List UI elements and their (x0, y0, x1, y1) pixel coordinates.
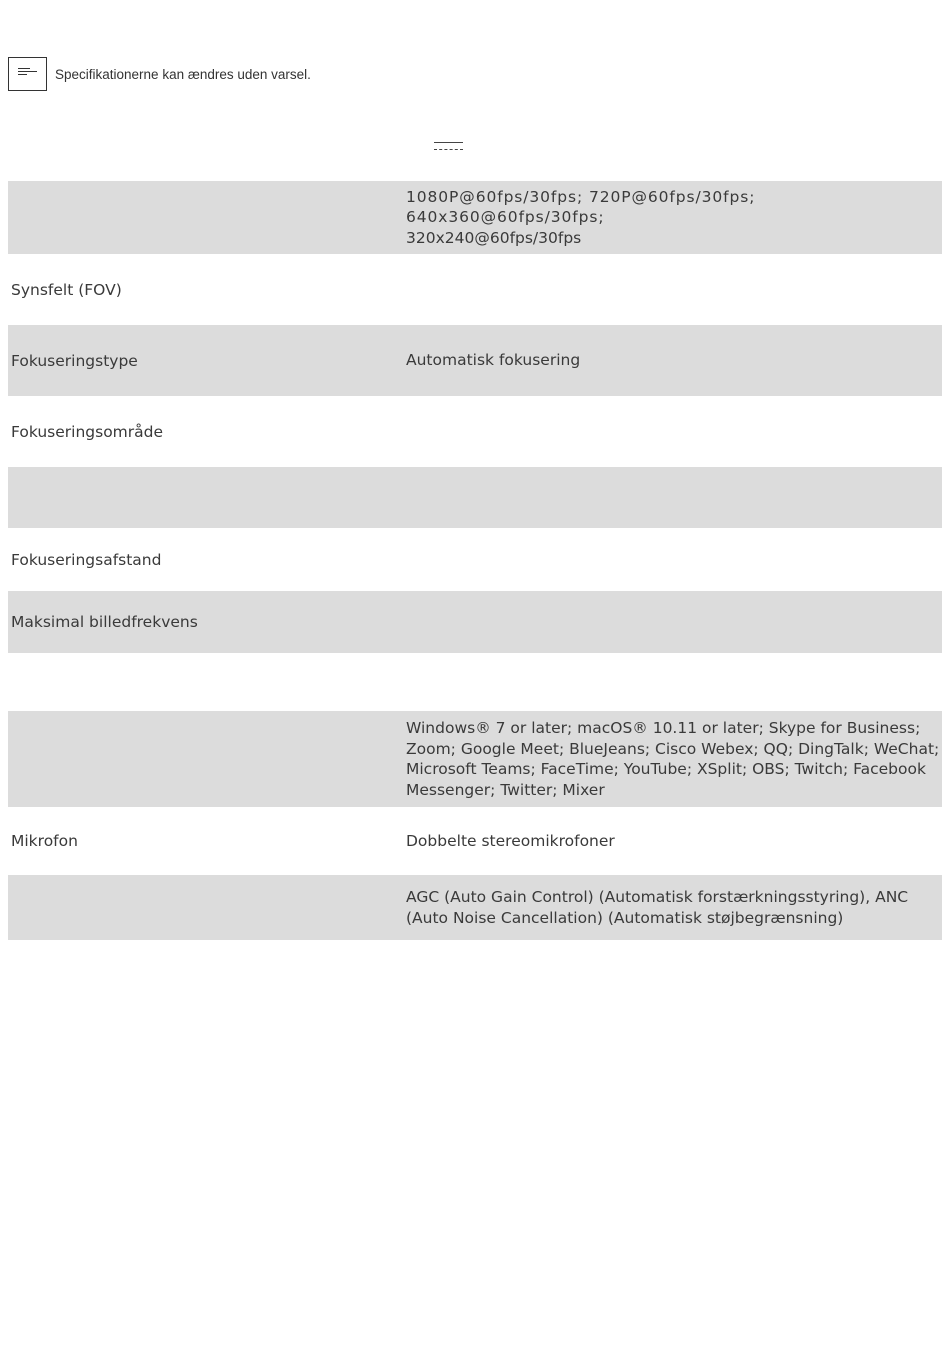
note-icon (8, 57, 47, 91)
spec-row-focus-type (8, 325, 942, 396)
spec-row-max-framerate (8, 591, 942, 653)
spec-row-resolution (8, 181, 942, 254)
spec-row-fov (8, 254, 942, 325)
spec-label: Fokuseringsafstand (11, 550, 162, 569)
spec-value: 1080P@60fps/30fps; 720P@60fps/30fps; 640x360@60fps/30fps; 320x240@60fps/30fps (406, 187, 756, 247)
spec-change-note (8, 56, 311, 92)
spec-value: AGC (Auto Gain Control) (Automatisk forstærkningsstyring), ANC (Auto Noise Cancellation) (Automatisk støjbegrænsning) (406, 888, 909, 927)
spec-label: Synsfelt (FOV) (11, 280, 122, 299)
spec-row-focus-distance (8, 528, 942, 591)
spec-row-empty (8, 653, 942, 711)
spec-value: Windows® 7 or later; macOS® 10.11 or later; Skype for Business; Zoom; Google Meet; BlueJeans; Cisco Webex; QQ; DingTalk; WeChat; Microsoft Teams; FaceTime; YouTube; XSplit; OBS; Twitch; Facebook Messenger; Twitter; Mixer (406, 719, 940, 799)
spec-label: Mikrofon (11, 832, 78, 850)
spec-label: Maksimal billedfrekvens (11, 613, 198, 631)
section-divider-mark (434, 142, 463, 152)
spec-label: Fokuseringsområde (11, 422, 164, 441)
spec-row-microphone (8, 807, 942, 875)
spec-row-compatibility (8, 711, 942, 807)
spec-row-focus-range (8, 396, 942, 467)
spec-row-audio-features (8, 875, 942, 940)
spec-value: Dobbelte stereomikrofoner (406, 831, 615, 850)
spec-row-empty (8, 467, 942, 528)
spec-value: Automatisk fokusering (406, 351, 581, 370)
note-text: Specifikationerne kan ændres uden varsel. (55, 66, 311, 82)
spec-label: Fokuseringstype (11, 351, 138, 370)
